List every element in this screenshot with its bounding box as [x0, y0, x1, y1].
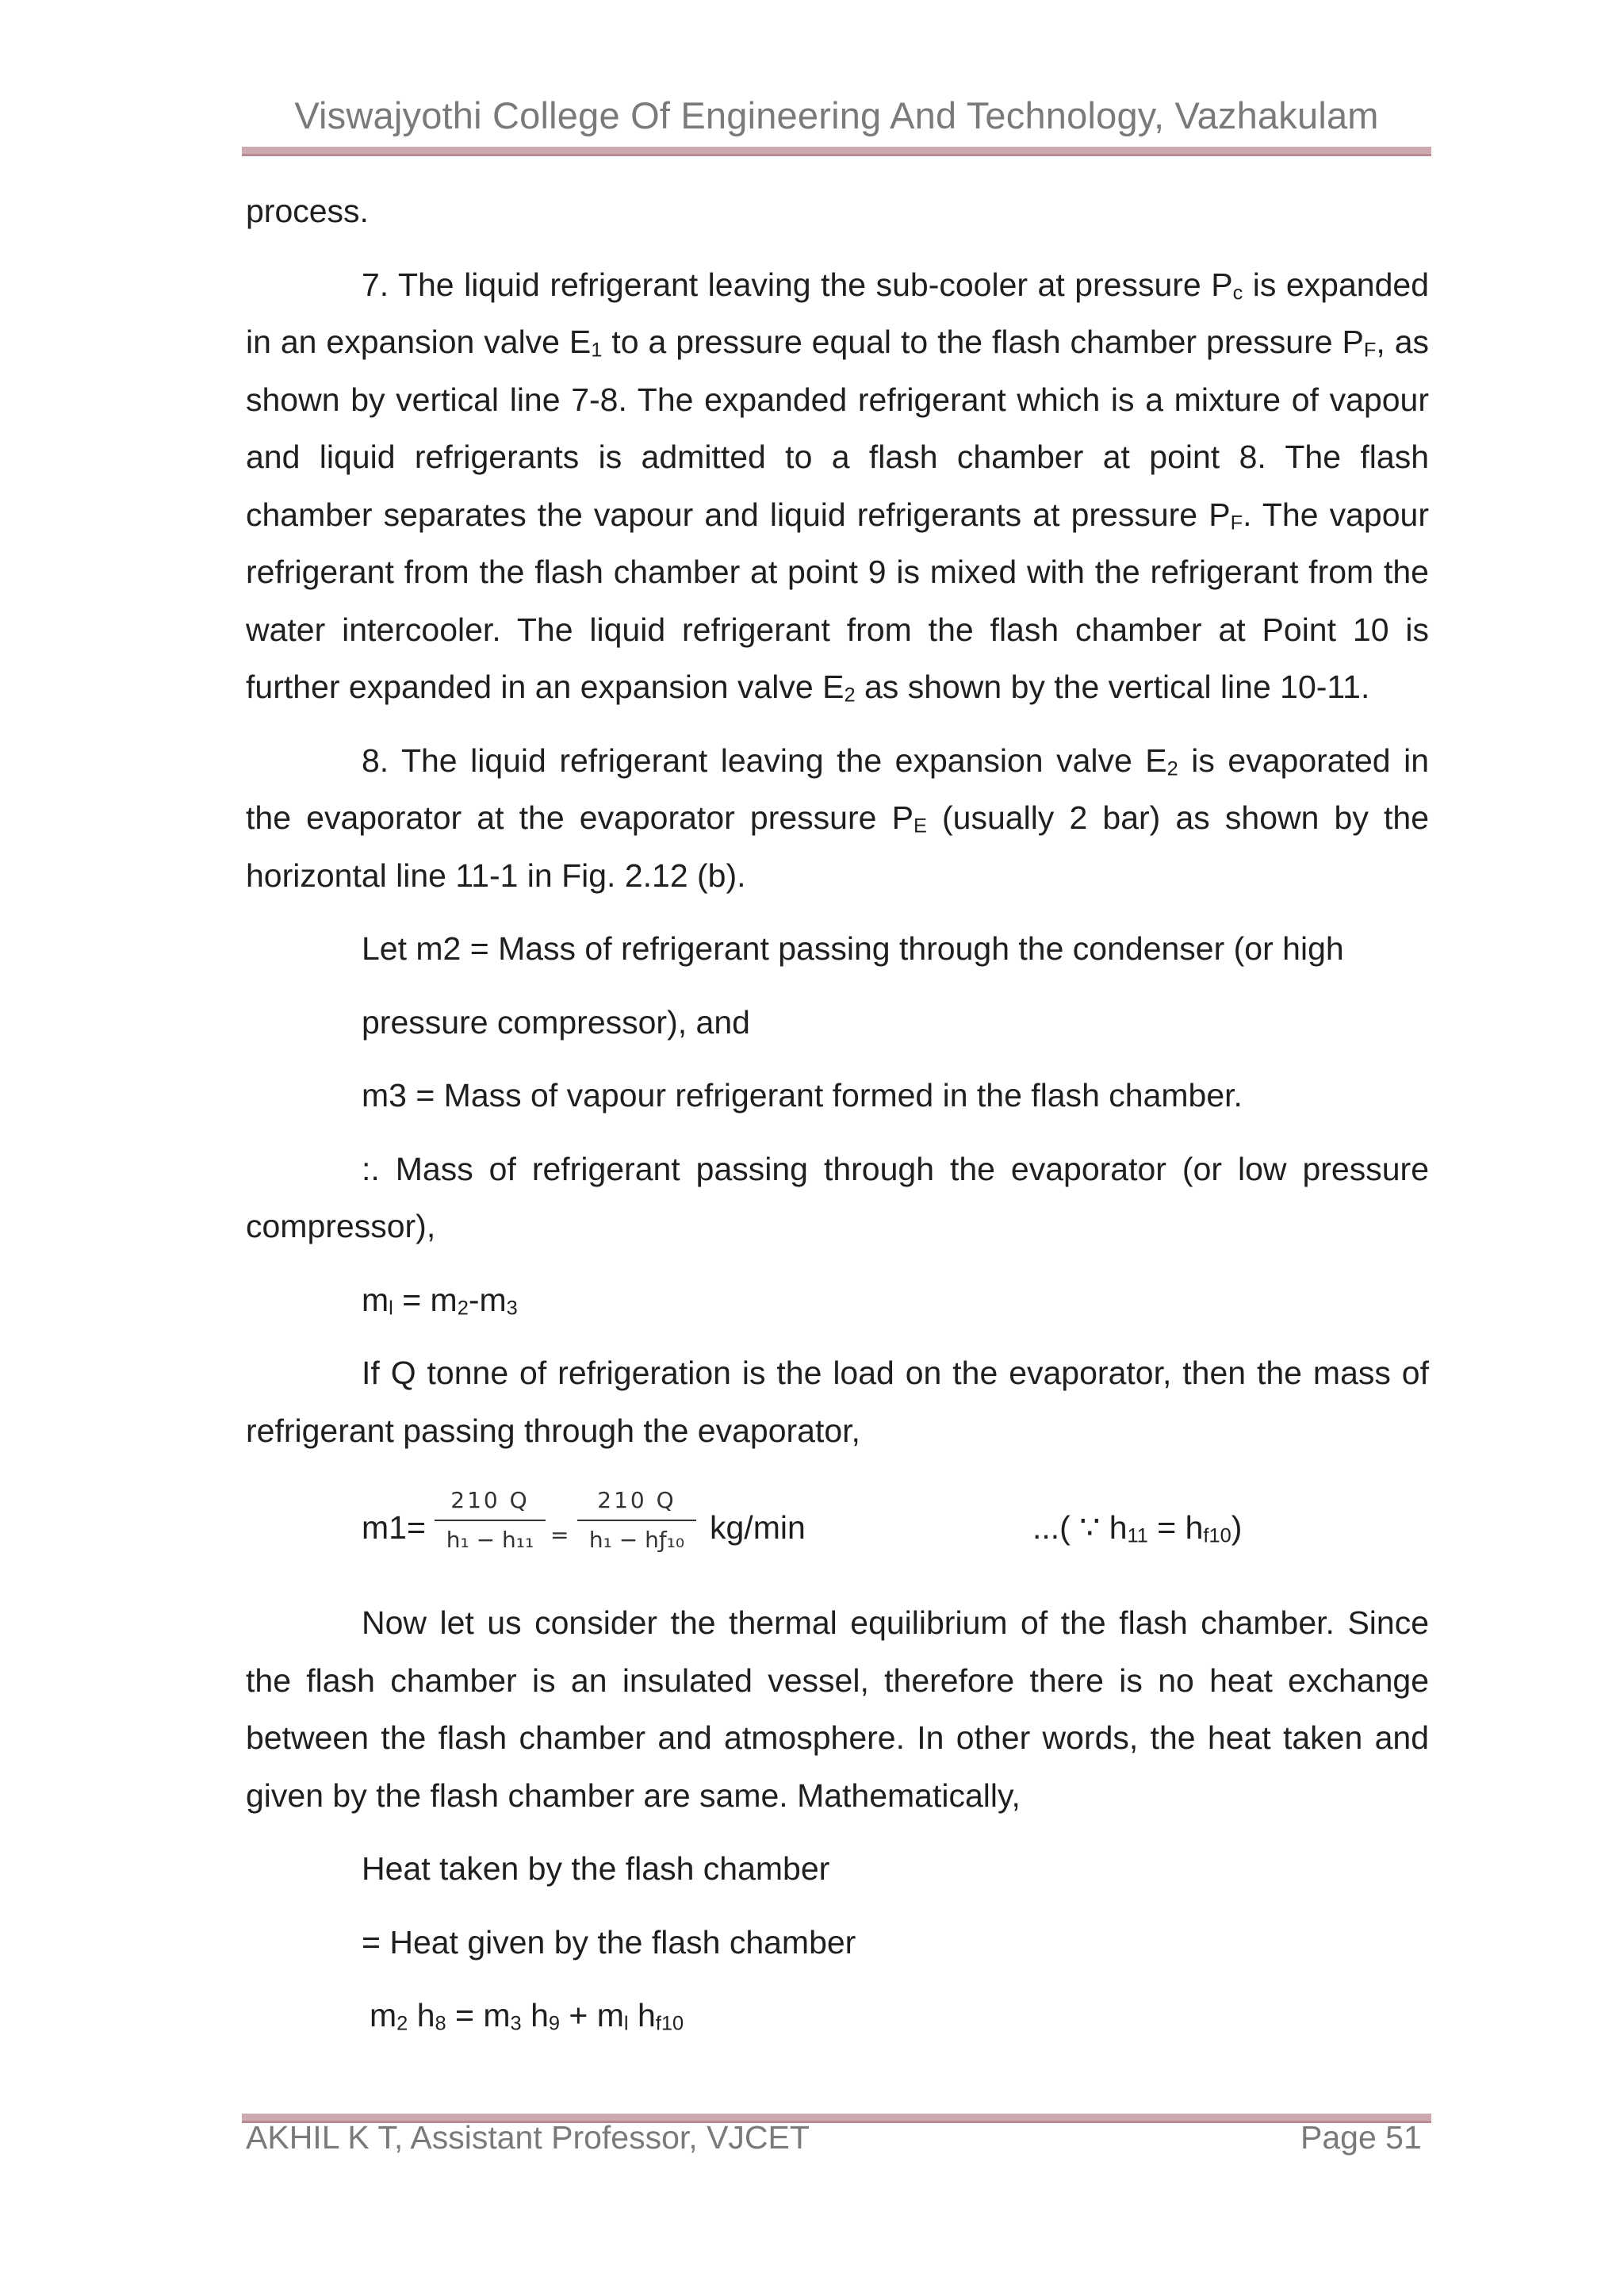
paragraph-evaporator-mass: :. Mass of refrigerant passing through the evaporator (or low pressure compressor),	[246, 1150, 1429, 1244]
footer-author: AKHIL K T, Assistant Professor, VJCET	[246, 2119, 810, 2156]
equation-unit: kg/min	[710, 1509, 806, 1546]
heat-taken-line: Heat taken by the flash chamber	[362, 1850, 830, 1887]
paragraph-step-8: 8. The liquid refrigerant leaving the expansion valve $E_2$ is evaporated in the evaporator at the evaporator pressure $P_E$ (usually 2 bar) as shown by the horizontal line 11-1 in Fig. 2.12 (b).	[246, 742, 1429, 894]
page-body	[246, 182, 1429, 2060]
equation-lhs: m1=	[362, 1509, 426, 1546]
equation-ml: $m_l = m_2-m_3$	[362, 1281, 518, 1320]
energy-balance-equation: $m_2$ $h_8 = m_3$ $h_9 + m_l$ $h_{f10}$	[370, 1997, 684, 2035]
equation-m1	[246, 1475, 1429, 1578]
heat-given-line: = Heat given by the flash chamber	[362, 1923, 856, 1961]
equals-sign: =	[550, 1522, 569, 1548]
paragraph-thermal-equilibrium: Now let us consider the thermal equilibrium of the flash chamber. Since the flash chamber is an insulated vessel, therefore there is no heat exchange between the flash chamber and atmosphere. In other words, the heat taken and given by the flash chamber are same. Mathematically,	[246, 1604, 1429, 1814]
definition-m3: m3 = Mass of vapour refrigerant formed in the flash chamber.	[362, 1077, 1243, 1114]
fraction-2-numerator: 210 Q	[577, 1485, 696, 1521]
paragraph-load: If Q tonne of refrigeration is the load on the evaporator, then the mass of refrigerant passing through the evaporator,	[246, 1355, 1429, 1449]
page-header-title: Viswajyothi College Of Engineering And Technology, Vazhakulam	[294, 94, 1379, 136]
footer-page-number: Page 51	[1300, 2119, 1422, 2156]
paragraph-continuation: process.	[246, 193, 369, 229]
fraction-2-denominator: h₁ − hƒ₁₀	[588, 1527, 685, 1553]
fraction-1-numerator: 210 Q	[435, 1485, 546, 1521]
paragraph-step-7: 7. The liquid refrigerant leaving the sub-cooler at pressure $P_c$ is expanded in an expansion valve $E_1$ to a pressure equal to the flash chamber pressure $P_F$, as shown by vertical line 7-8. The expanded refrigerant which is a mixture of vapour and liquid refrigerants is admitted to a flash chamber at point 8. The flash chamber separates the vapour and liquid refrigerants at pressure $P_F$. The vapour refrigerant from the flash chamber at point 9 is mixed with the refrigerant from the water intercooler. The liquid refrigerant from the flash chamber at Point 10 is further expanded in an expansion valve $E_2$ as shown by the vertical line 10-11.	[246, 266, 1429, 707]
definition-m2-line2: pressure compressor), and	[362, 1003, 750, 1041]
equation-note: ...( ∵ $h_{11} = h_{f10}$)	[1032, 1509, 1243, 1547]
fraction-2	[577, 1485, 696, 1556]
definition-m2-line1: Let m2 = Mass of refrigerant passing through the condenser (or high	[362, 930, 1344, 967]
header-rule	[242, 147, 1431, 156]
fraction-1	[435, 1485, 546, 1556]
fraction-1-denominator: h₁ − h₁₁	[446, 1527, 534, 1553]
